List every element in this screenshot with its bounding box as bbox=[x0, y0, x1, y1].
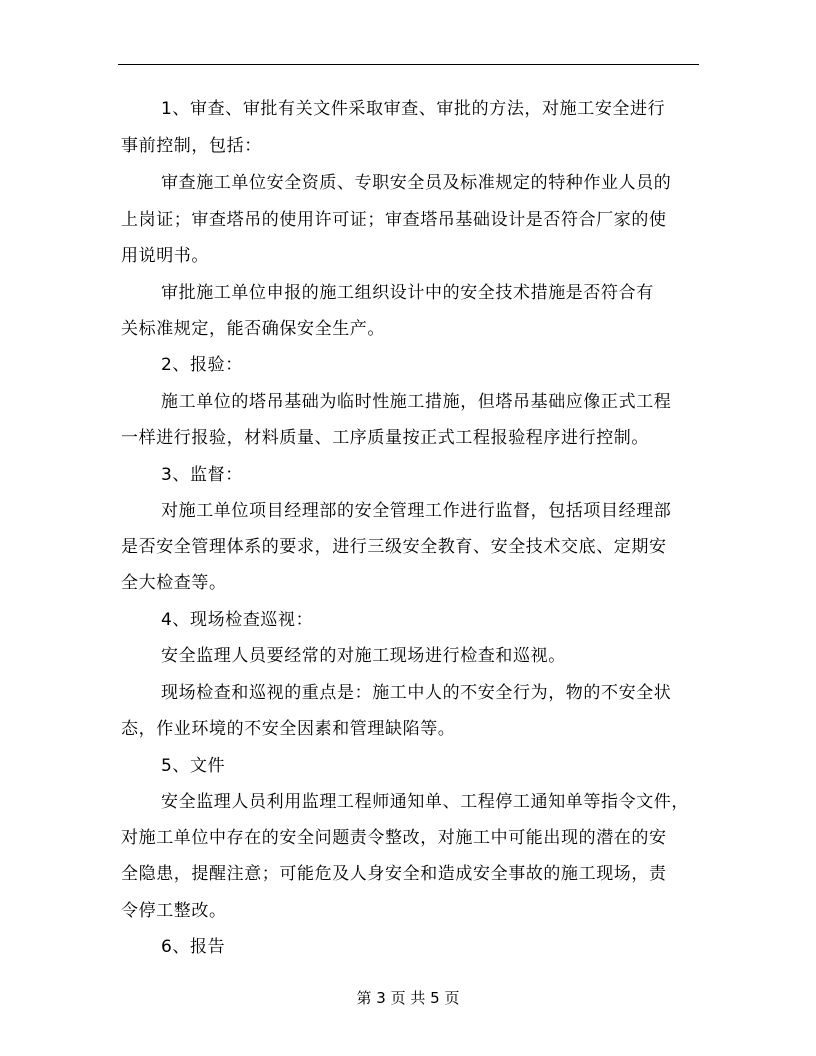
paragraph-line: 施工单位的塔吊基础为临时性施工措施，但塔吊基础应像正式工程 bbox=[161, 392, 672, 412]
header-rule bbox=[118, 64, 699, 65]
paragraph-line: 是否安全管理体系的要求，进行三级安全教育、安全技术交底、定期安 bbox=[121, 537, 667, 557]
paragraph-line: 全大检查等。 bbox=[121, 573, 227, 593]
paragraph-line: 关标准规定，能否确保安全生产。 bbox=[121, 319, 385, 339]
paragraph-line: 审批施工单位申报的施工组织设计中的安全技术措施是否符合有 bbox=[161, 283, 654, 303]
section-heading: 2、报验： bbox=[161, 355, 243, 375]
section-heading: 4、现场检查巡视： bbox=[161, 610, 314, 630]
paragraph-line: 现场检查和巡视的重点是：施工中人的不安全行为，物的不安全状 bbox=[161, 683, 672, 703]
paragraph-line: 对施工单位项目经理部的安全管理工作进行监督，包括项目经理部 bbox=[161, 501, 672, 521]
section-heading: 6、报告 bbox=[161, 937, 226, 957]
paragraph-line: 安全监理人员利用监理工程师通知单、工程停工通知单等指令文件， bbox=[161, 792, 689, 812]
paragraph-line: 安全监理人员要经常的对施工现场进行检查和巡视。 bbox=[161, 646, 566, 666]
page-number: 第 3 页 共 5 页 bbox=[356, 989, 460, 1007]
section-heading: 3、监督： bbox=[161, 465, 243, 485]
paragraph-line: 1、审查、审批有关文件采取审查、审批的方法，对施工安全进行 bbox=[161, 99, 666, 119]
paragraph-line: 态，作业环境的不安全因素和管理缺陷等。 bbox=[121, 719, 456, 739]
paragraph-line: 审查施工单位安全资质、专职安全员及标准规定的特种作业人员的 bbox=[161, 173, 672, 193]
paragraph-line: 上岗证；审查塔吊的使用许可证；审查塔吊基础设计是否符合厂家的使 bbox=[121, 210, 667, 230]
paragraph-line: 用说明书。 bbox=[121, 246, 209, 266]
paragraph-line: 一样进行报验，材料质量、工序质量按正式工程报验程序进行控制。 bbox=[121, 428, 649, 448]
paragraph-line: 全隐患，提醒注意；可能危及人身安全和造成安全事故的施工现场，责 bbox=[121, 864, 667, 884]
paragraph-line: 对施工单位中存在的安全问题责令整改，对施工中可能出现的潜在的安 bbox=[121, 828, 667, 848]
section-heading: 5、文件 bbox=[161, 756, 226, 776]
paragraph-line: 事前控制，包括： bbox=[121, 136, 262, 156]
paragraph-line: 令停工整改。 bbox=[121, 901, 227, 921]
